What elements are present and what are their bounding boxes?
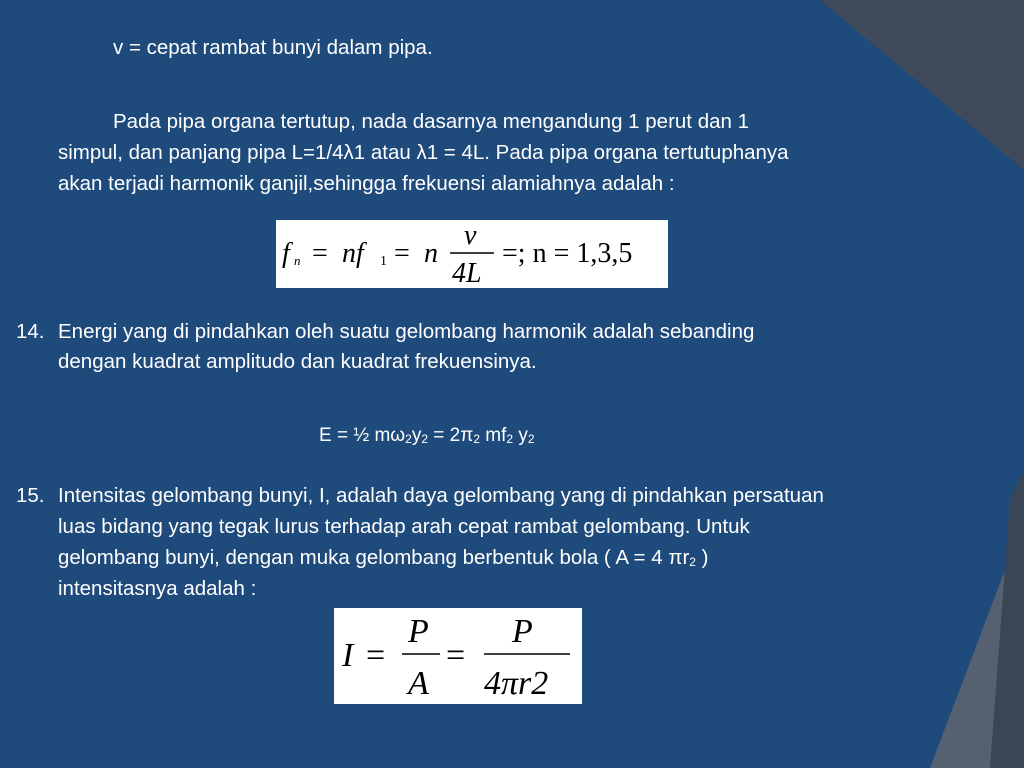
formula-intensity — [334, 608, 582, 704]
f-symbol: f — [282, 238, 290, 269]
energy-formula-part-a: E = ½ mω — [319, 425, 406, 446]
formula-frequency — [276, 220, 668, 288]
formula-frequency-svg — [276, 220, 668, 288]
energy-formula-part-e: y — [513, 425, 528, 446]
item-15-line-3 — [58, 542, 709, 576]
item-15-line-1: Intensitas gelombang bunyi, I, adalah daya gelombang yang di pindahkan persatuan — [58, 484, 824, 507]
formula-tail: =; n = 1,3,5 — [502, 238, 633, 269]
item-15-line-2: luas bidang yang tegak lurus terhadap arah cepat rambat gelombang. Untuk — [58, 515, 750, 538]
para-1-line-2: simpul, dan panjang pipa L=1/4λ1 atau λ1 = 4L. Pada pipa organa tertutuphanya — [58, 141, 789, 164]
formula-intensity-svg — [334, 608, 582, 704]
eq-sign-2: = — [446, 637, 466, 674]
denominator-4pir2: 4πr2 — [484, 665, 549, 702]
eq-sign-1: = — [366, 637, 386, 674]
para-1-line-3: akan terjadi harmonik ganjil,sehingga frekuensi alamiahnya adalah : — [58, 172, 675, 195]
n-term: n — [424, 238, 438, 269]
fraction-denominator: 4L — [452, 258, 482, 288]
n-subscript: n — [294, 253, 301, 268]
energy-formula — [319, 420, 535, 453]
numerator-P-2: P — [512, 613, 533, 650]
item-15-line-3-sub: 2 — [689, 555, 696, 569]
item-14-line-1: Energi yang di pindahkan oleh suatu gelombang harmonik adalah sebanding — [58, 320, 755, 343]
para-1-line-1: Pada pipa organa tertutup, nada dasarnya mengandung 1 perut dan 1 — [113, 110, 749, 133]
numerator-P-1: P — [408, 613, 429, 650]
fraction-numerator-v: v — [464, 220, 477, 251]
nf-term: nf — [342, 238, 364, 269]
energy-sub-5: 2 — [527, 432, 535, 446]
energy-formula-part-d: mf — [480, 425, 507, 446]
eq-sign-1: = — [312, 238, 328, 269]
item-15-line-4: intensitasnya adalah : — [58, 577, 257, 600]
energy-sub-2: 2 — [421, 432, 428, 446]
item-15-line-3-text: gelombang bunyi, dengan muka gelombang berbentuk bola ( A = 4 πr — [58, 546, 690, 569]
energy-sub-1: 2 — [405, 432, 412, 446]
one-subscript: 1 — [380, 254, 387, 269]
denominator-A: A — [408, 665, 429, 702]
item-15-line-3-tail: ) — [695, 546, 709, 569]
energy-sub-3: 2 — [473, 432, 481, 446]
eq-sign-2: = — [394, 238, 410, 269]
energy-formula-part-b: y — [411, 425, 422, 446]
item-15-number: 15. — [16, 484, 45, 507]
item-14-number: 14. — [16, 320, 45, 343]
energy-sub-4: 2 — [506, 432, 514, 446]
energy-formula-part-c: = 2π — [428, 425, 474, 446]
item-14-line-2: dengan kuadrat amplitudo dan kuadrat frekuensinya. — [58, 350, 537, 373]
line-v-definition: v = cepat rambat bunyi dalam pipa. — [113, 36, 433, 59]
I-symbol: I — [342, 637, 354, 674]
